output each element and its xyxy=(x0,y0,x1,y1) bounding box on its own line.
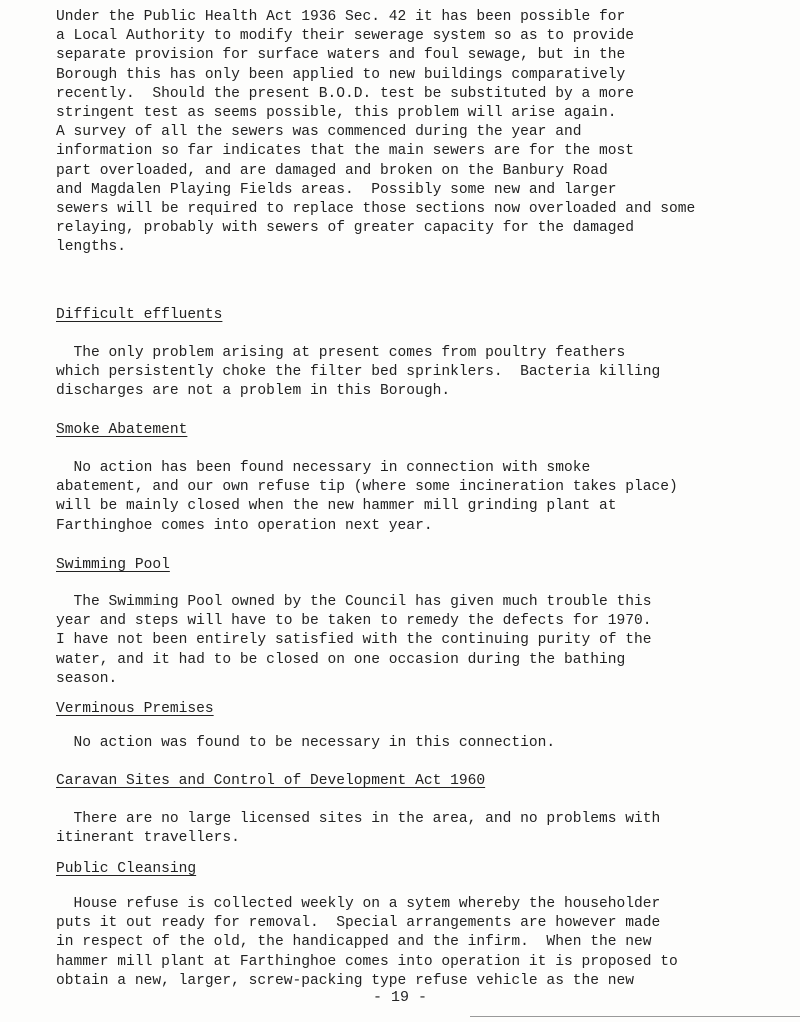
text-line: lengths. xyxy=(56,239,127,256)
section-heading-verminous-premises: Verminous Premises xyxy=(56,701,214,717)
section-body-public-cleansing xyxy=(56,895,796,991)
text-line: A survey of all the sewers was commenced during the year and xyxy=(56,124,582,141)
text-line: No action has been found necessary in connection with smoke xyxy=(56,460,591,476)
text-line: There are no large licensed sites in the area, and no problems with xyxy=(56,811,661,827)
text-line: year and steps will have to be taken to remedy the defects for 1970. xyxy=(56,613,652,630)
text-line: Under the Public Health Act 1936 Sec. 42 it has been possible for xyxy=(56,9,626,25)
text-line: relaying, probably with sewers of greater capacity for the damaged xyxy=(56,220,635,237)
text-line: information so far indicates that the main sewers are for the most xyxy=(56,143,635,160)
text-line: part overloaded, and are damaged and broken on the Banbury Road xyxy=(56,162,608,179)
section-body-difficult-effluents xyxy=(56,344,796,402)
text-line: abatement, and our own refuse tip (where some incineration takes place) xyxy=(56,479,678,496)
text-line: separate provision for surface waters and foul sewage, but in the xyxy=(56,47,626,64)
text-line: season. xyxy=(56,670,118,687)
intro-paragraph xyxy=(56,8,796,258)
section-heading-difficult-effluents: Difficult effluents xyxy=(56,307,223,323)
text-line: Farthinghoe comes into operation next year. xyxy=(56,517,433,534)
text-line: sewers will be required to replace those sections now overloaded and some xyxy=(56,201,696,218)
text-line: and Magdalen Playing Fields areas. Possibly some new and larger xyxy=(56,181,617,198)
text-line: will be mainly closed when the new hammer mill grinding plant at xyxy=(56,498,617,515)
text-line: House refuse is collected weekly on a sytem whereby the householder xyxy=(56,896,661,912)
section-body-smoke-abatement xyxy=(56,459,796,536)
text-line: puts it out ready for removal. Special arrangements are however made xyxy=(56,915,661,932)
footer-rule xyxy=(470,1016,800,1017)
text-line: The only problem arising at present comes from poultry feathers xyxy=(56,345,626,361)
text-line: No action was found to be necessary in this connection. xyxy=(56,735,556,751)
text-line: recently. Should the present B.O.D. test be substituted by a more xyxy=(56,85,635,102)
section-heading-swimming-pool: Swimming Pool xyxy=(56,557,170,573)
section-heading-smoke-abatement: Smoke Abatement xyxy=(56,422,188,438)
text-line: Borough this has only been applied to new buildings comparatively xyxy=(56,66,626,83)
page-number: - 19 - xyxy=(372,989,427,1006)
text-line: which persistently choke the filter bed sprinklers. Bacteria killing xyxy=(56,364,661,381)
text-line: water, and it had to be closed on one occasion during the bathing xyxy=(56,651,626,668)
text-line: discharges are not a problem in this Borough. xyxy=(56,383,451,400)
section-heading-public-cleansing: Public Cleansing xyxy=(56,861,197,877)
text-line: a Local Authority to modify their sewerage system so as to provide xyxy=(56,28,635,45)
section-heading-caravan-sites: Caravan Sites and Control of Development Act 1960 xyxy=(56,773,486,789)
text-line: obtain a new, larger, screw-packing type refuse vehicle as the new xyxy=(56,972,635,989)
text-line: itinerant travellers. xyxy=(56,830,240,847)
section-body-swimming-pool xyxy=(56,593,796,689)
text-line: in respect of the old, the handicapped and the infirm. When the new xyxy=(56,934,652,951)
text-line: I have not been entirely satisfied with the continuing purity of the xyxy=(56,632,652,649)
section-body-caravan-sites xyxy=(56,810,796,848)
section-body-verminous-premises xyxy=(56,734,796,753)
text-line: stringent test as seems possible, this problem will arise again. xyxy=(56,105,617,122)
text-line: The Swimming Pool owned by the Council has given much trouble this xyxy=(56,594,652,610)
text-line: hammer mill plant at Farthinghoe comes into operation it is proposed to xyxy=(56,953,678,970)
